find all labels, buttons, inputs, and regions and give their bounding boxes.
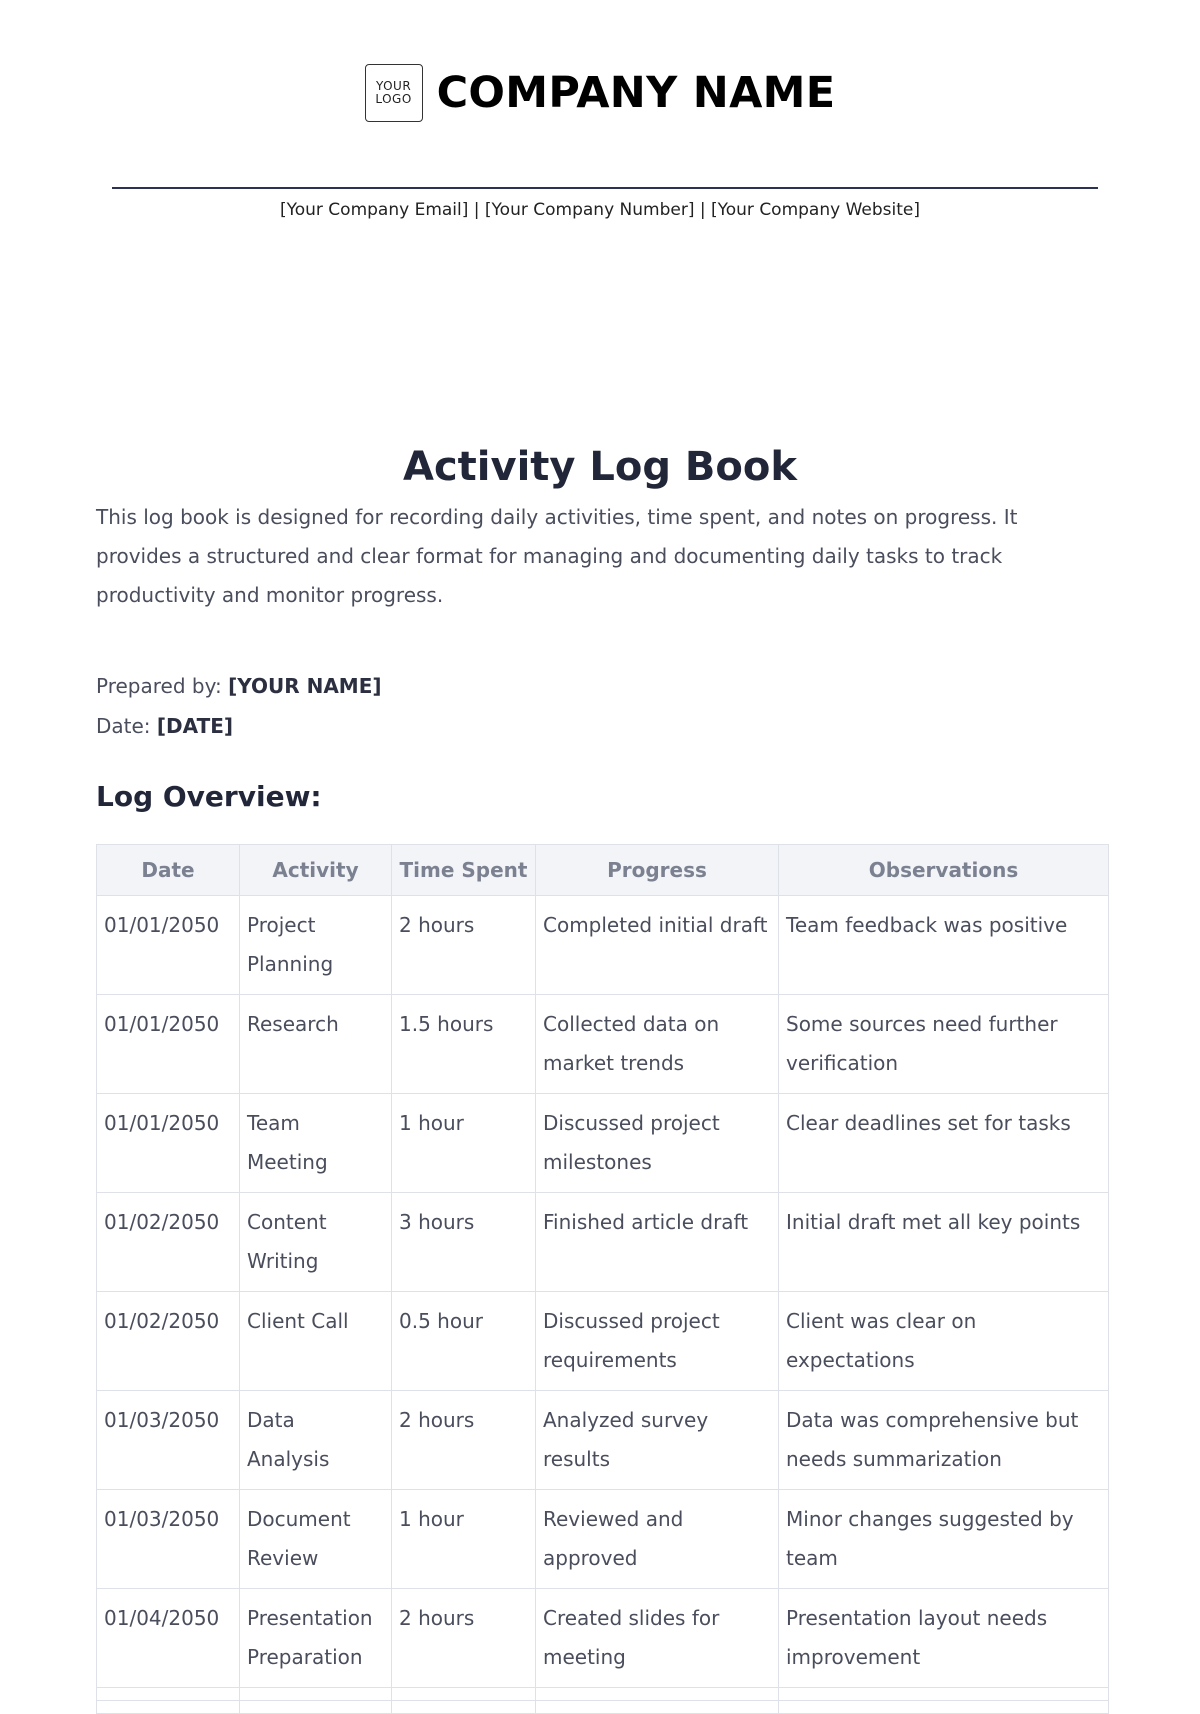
cell-progress: Discussed project requirements: [536, 1292, 779, 1391]
cell-activity: Presentation Preparation: [240, 1589, 392, 1688]
cell-time-spent: 1 hour: [392, 1094, 536, 1193]
cell-activity: Content Writing: [240, 1193, 392, 1292]
cell-observations: Team feedback was positive: [779, 896, 1109, 995]
page-title: Activity Log Book: [403, 444, 797, 490]
cell-activity: Document Review: [240, 1490, 392, 1589]
column-header-activity: Activity: [240, 845, 392, 896]
cell-activity: Team Meeting: [240, 1094, 392, 1193]
company-name: COMPANY NAME: [436, 68, 836, 118]
table-row-empty: [97, 1688, 1109, 1701]
cell-date: 01/03/2050: [97, 1490, 240, 1589]
cell-observations: Client was clear on expectations: [779, 1292, 1109, 1391]
cell-observations: Presentation layout needs improvement: [779, 1589, 1109, 1688]
header-divider: [112, 187, 1098, 189]
intro-paragraph: This log book is designed for recording daily activities, time spent, and notes on progress. It provides a structured and clear format for managing and documenting daily tasks to track productivity and monitor progress.: [96, 505, 1018, 607]
cell-progress: Reviewed and approved: [536, 1490, 779, 1589]
cell-observations: Clear deadlines set for tasks: [779, 1094, 1109, 1193]
prepared-by-value: [YOUR NAME]: [228, 674, 382, 698]
cell-date: 01/02/2050: [97, 1292, 240, 1391]
table-row: [97, 1490, 1109, 1589]
cell-activity: Research: [240, 995, 392, 1094]
cell-time-spent: 2 hours: [392, 1391, 536, 1490]
cell-date: 01/01/2050: [97, 1094, 240, 1193]
cell-time-spent: 2 hours: [392, 896, 536, 995]
cell-observations: Initial draft met all key points: [779, 1193, 1109, 1292]
cell-progress: Completed initial draft: [536, 896, 779, 995]
cell-time-spent: 1.5 hours: [392, 995, 536, 1094]
cell-date: 01/02/2050: [97, 1193, 240, 1292]
cell-observations: Minor changes suggested by team: [779, 1490, 1109, 1589]
section-heading-log-overview: Log Overview:: [96, 780, 322, 813]
table-row-empty: [97, 1701, 1109, 1714]
cell-date: 01/01/2050: [97, 896, 240, 995]
company-logo: [365, 64, 423, 122]
prepared-by-label: Prepared by:: [96, 674, 229, 698]
cell-activity: Client Call: [240, 1292, 392, 1391]
cell-activity: Project Planning: [240, 896, 392, 995]
cell-activity: Data Analysis: [240, 1391, 392, 1490]
cell-progress: Collected data on market trends: [536, 995, 779, 1094]
cell-progress: Analyzed survey results: [536, 1391, 779, 1490]
logo-text-line1: YOUR: [375, 79, 412, 93]
column-header-progress: Progress: [536, 845, 779, 896]
log-overview-table: [96, 844, 1109, 1714]
column-header-time-spent: Time Spent: [392, 845, 536, 896]
date-label: Date:: [96, 714, 157, 738]
cell-time-spent: 3 hours: [392, 1193, 536, 1292]
cell-observations: Some sources need further verification: [779, 995, 1109, 1094]
cell-date: 01/01/2050: [97, 995, 240, 1094]
table-row: [97, 896, 1109, 995]
cell-observations: Data was comprehensive but needs summarization: [779, 1391, 1109, 1490]
cell-date: 01/04/2050: [97, 1589, 240, 1688]
table-row: [97, 1292, 1109, 1391]
cell-date: 01/03/2050: [97, 1391, 240, 1490]
date-line: [96, 714, 233, 738]
table-row: [97, 1589, 1109, 1688]
cell-time-spent: 1 hour: [392, 1490, 536, 1589]
table-row: [97, 1391, 1109, 1490]
prepared-by-line: [96, 674, 382, 698]
document-header: [0, 64, 1200, 122]
table-row: [97, 1193, 1109, 1292]
cell-progress: Discussed project milestones: [536, 1094, 779, 1193]
table-row: [97, 995, 1109, 1094]
cell-time-spent: 2 hours: [392, 1589, 536, 1688]
table-row: [97, 1094, 1109, 1193]
column-header-date: Date: [97, 845, 240, 896]
logo-text-line2: LOGO: [375, 92, 412, 106]
company-contact: [Your Company Email] | [Your Company Number] | [Your Company Website]: [279, 200, 920, 220]
cell-progress: Finished article draft: [536, 1193, 779, 1292]
cell-progress: Created slides for meeting: [536, 1589, 779, 1688]
cell-time-spent: 0.5 hour: [392, 1292, 536, 1391]
date-value: [DATE]: [156, 714, 234, 738]
table-header-row: [97, 845, 1109, 896]
column-header-observations: Observations: [779, 845, 1109, 896]
